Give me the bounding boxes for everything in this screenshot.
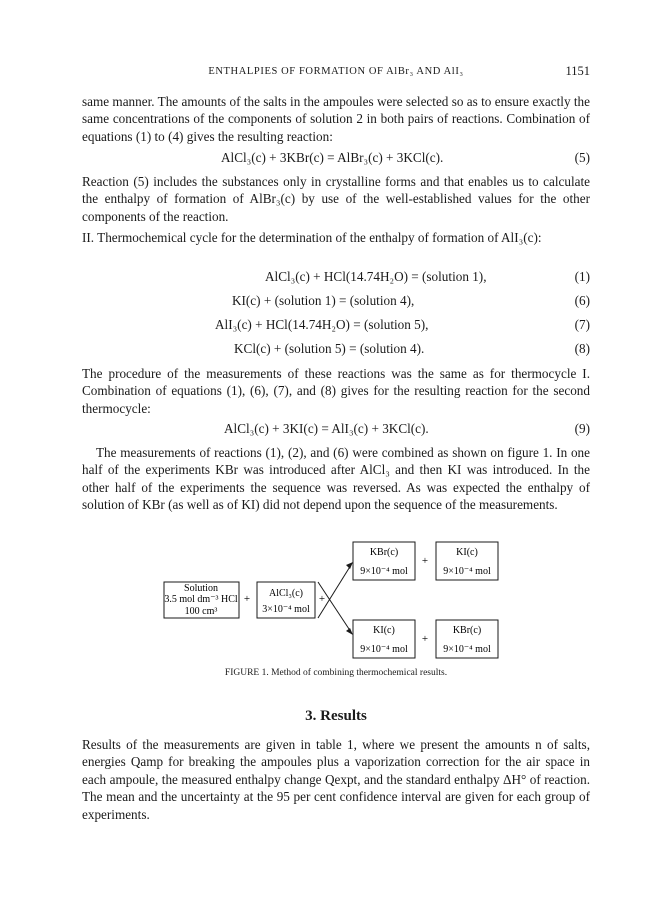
paragraph-measurements: The measurements of reactions (1), (2), and (6) were combined as shown on figure 1. In one half of the experiments KBr was introduced after AlCl₃ and then KI was introduced. In the other half of the experiments the sequence was reversed. As was expected the enthalpy of solution of KBr (as well as of KI) did not depend upon the sequence of the measurements.: [82, 445, 590, 513]
equation-5: [82, 149, 590, 167]
equation-9-text: AlCl₃(c) + 3KI(c) = AlI₃(c) + 3KCl(c).: [224, 421, 429, 436]
paragraph-intro: same manner. The amounts of the salts in the ampoules were selected so as to ensure exactly the same concentrations of the components of solution 2 in both pairs of reactions. Combination of equations (1) to (4) gives the resulting reaction:: [82, 94, 590, 144]
upper-arrowhead: [346, 562, 353, 569]
alcl3-line-1: AlCl₃(c): [268, 588, 304, 599]
equation-1-number: (1): [574, 269, 590, 284]
equation-6-text: KI(c) + (solution 1) = (solution 4),: [232, 293, 415, 308]
section-heading: 3. Results: [305, 708, 367, 724]
ki-bottom-line-1: KI(c): [373, 625, 395, 636]
kbr-bottom-line-2: 9×10⁻⁴ mol: [443, 644, 491, 655]
ki-top-line-1: KI(c): [456, 547, 478, 558]
solution-line-2: 3.5 mol dm⁻³ HCl: [164, 594, 238, 605]
equation-5-text: AlCl₃(c) + 3KBr(c) = AlBr₃(c) + 3KCl(c).: [221, 150, 444, 165]
plus-sign-1: +: [243, 593, 251, 605]
equation-9-number: (9): [574, 421, 590, 436]
ki-top-line-2: 9×10⁻⁴ mol: [443, 566, 491, 577]
solution-line-3: 100 cm³: [184, 606, 218, 617]
equation-6-number: (6): [574, 293, 590, 308]
equation-8-text: KCl(c) + (solution 5) = (solution 4).: [234, 341, 425, 356]
kbr-top-line-1: KBr(c): [369, 547, 399, 558]
equation-7-number: (7): [574, 317, 590, 332]
plus-sign-2: +: [318, 593, 326, 605]
kbr-bottom-line-1: KBr(c): [452, 625, 482, 636]
equation-5-number: (5): [574, 150, 590, 165]
paragraph-thermocycle-ii: II. Thermochemical cycle for the determination of the enthalpy of formation of AlI₃(c):: [82, 230, 542, 245]
solution-line-1: Solution: [184, 583, 218, 594]
paragraph-procedure: The procedure of the measurements of these reactions was the same as for thermocycle I. Combination of equations (1), (6), (7), and (8) gives for the resulting reaction for the second thermocycle:: [82, 366, 590, 416]
equation-7-text: AlI₃(c) + HCl(14.74H₂O) = (solution 5),: [215, 317, 429, 332]
ki-bottom-line-2: 9×10⁻⁴ mol: [360, 644, 408, 655]
figure-caption: FIGURE 1. Method of combining thermochemical results.: [224, 668, 448, 678]
paragraph-reaction-5: Reaction (5) includes the substances only in crystalline forms and that enables us to calculate the enthalpy of formation of AlBr₃(c) by use of the well-established values for the other components of the reaction.: [82, 174, 590, 224]
equation-6: [82, 292, 590, 310]
equation-8: [82, 340, 590, 358]
equation-8-number: (8): [574, 341, 590, 356]
equation-9: [82, 420, 590, 438]
figure-1-diagram: [0, 538, 672, 666]
equation-1: [82, 268, 590, 286]
upper-arrow-line: [318, 565, 351, 618]
lower-arrowhead: [346, 628, 353, 635]
page-number: 1151: [565, 64, 590, 78]
lower-arrow-line: [318, 582, 351, 632]
running-head: ENTHALPIES OF FORMATION OF AlBr₃ AND AlI₃: [208, 66, 464, 77]
equation-7: [82, 316, 590, 334]
alcl3-line-2: 3×10⁻⁴ mol: [262, 604, 310, 615]
kbr-top-line-2: 9×10⁻⁴ mol: [360, 566, 408, 577]
plus-sign-bottom: +: [421, 633, 429, 645]
plus-sign-top: +: [421, 555, 429, 567]
paragraph-results: Results of the measurements are given in table 1, where we present the amounts n of salts, energies Qamp for breaking the ampoules plus a vaporization correction for the air space in each ampoule, the measured enthalpy change Qexpt, and the standard enthalpy ΔH° of reaction. The mean and the uncertainty at the 95 per cent confidence interval are given for each group of experiments.: [82, 737, 590, 822]
equation-1-text: AlCl₃(c) + HCl(14.74H₂O) = (solution 1),: [265, 269, 487, 284]
